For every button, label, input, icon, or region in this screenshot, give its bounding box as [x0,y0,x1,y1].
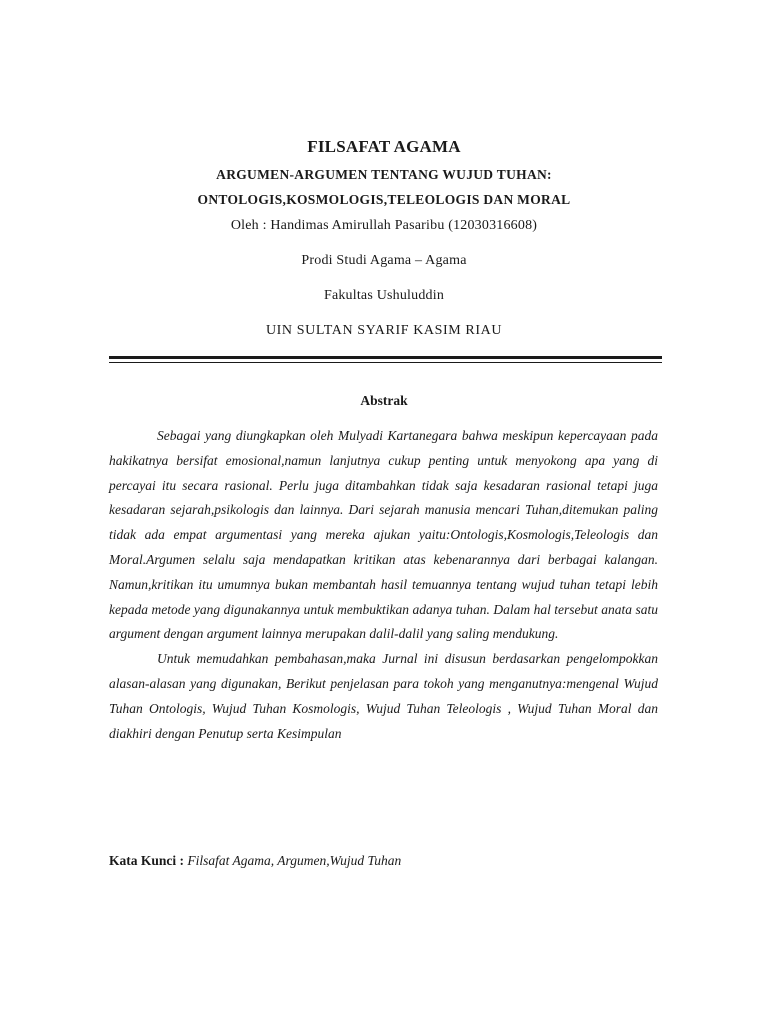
keywords-value: Filsafat Agama, Argumen,Wujud Tuhan [187,853,402,868]
faculty-line: Fakultas Ushuluddin [323,288,445,303]
document-title: FILSAFAT AGAMA [307,137,461,156]
abstract-body [109,424,658,746]
author-line: Oleh : Handimas Amirullah Pasaribu (12030316608) [230,218,538,233]
keywords-line [109,853,669,869]
header-divider-thin [109,362,662,363]
document-subtitle-line2: ONTOLOGIS,KOSMOLOGIS,TELEOLOGIS DAN MORAL [197,192,571,207]
keywords-label: Kata Kunci : [109,853,185,868]
header-divider-thick [109,356,662,359]
abstract-paragraph-2: Untuk memudahkan pembahasan,maka Jurnal ini disusun berdasarkan pengelompokkan alasan-alasan yang digunakan, Berikut penjelasan para tokoh yang menganutnya:mengenal Wujud Tuhan Ontologis, Wujud Tuhan Kosmologis, Wujud Tuhan Teleologis , Wujud Tuhan Moral dan diakhiri dengan Penutup serta Kesimpulan [109,651,658,741]
document-subtitle-line1: ARGUMEN-ARGUMEN TENTANG WUJUD TUHAN: [216,167,552,182]
program-line: Prodi Studi Agama – Agama [301,253,467,268]
abstract-paragraph-1: Sebagai yang diungkapkan oleh Mulyadi Kartanegara bahwa meskipun kepercayaan pada hakikatnya bersifat emosional,namun lanjutnya cukup penting untuk menyokong apa yang di percayai itu secara rasional. Perlu juga ditambahkan tidak saja kesadaran rasional tetapi juga kesadaran sejarah,psikologis dan lainnya. Dari sejarah manusia mencari Tuhan,ditemukan paling tidak ada empat argumentasi yang mereka ajukan yaitu:Ontologis,Kosmologis,Teleologis dan Moral.Argumen selalu saja mendapatkan kritikan atas kebenarannya dari berbagai kalangan. Namun,kritikan itu umumnya bukan membantah hasil temuannya tentang wujud tuhan tetapi lebih kepada metode yang digunakannya untuk membuktikan adanya tuhan. Dalam hal tersebut anata satu argument dengan argument lainnya merupakan dalil-dalil yang saling mendukung. [109,428,658,642]
university-line: UIN SULTAN SYARIF KASIM RIAU [265,323,503,338]
abstract-heading: Abstrak [360,393,408,408]
